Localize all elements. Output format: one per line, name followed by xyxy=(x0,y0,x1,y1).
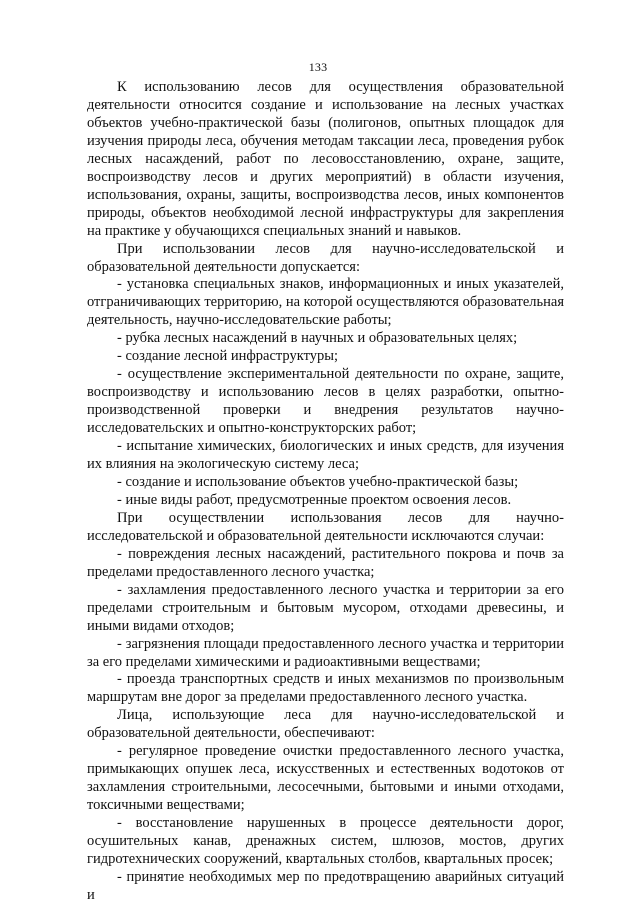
list-item-restoration: - восстановление нарушенных в процессе деятельности дорог, осушительных канав, дренажных систем, шлюзов, мостов, других гидротехнических сооружений, квартальных столбов, квартальных просек; xyxy=(87,815,564,867)
paragraph-educational-use: К использованию лесов для осуществления образовательной деятельности относится создание и использование на лесных участках объектов учебно-практической базы (полигонов, опытных площадок для изучения природы леса, обучения методам таксации леса, проведения рубок лесных насаждений, работ по лесовосстановлению, охране, защите, воспроизводству лесов и других мероприятий) в области изучения, использования, охраны, защиты, воспроизводства лесов, иных компонентов природы, объектов необходимой лесной инфраструктуры для закрепления на практике у обучающихся специальных знаний и навыков. xyxy=(87,79,564,239)
list-item-felling: - рубка лесных насаждений в научных и образовательных целях; xyxy=(117,330,518,347)
paragraph-excluded-intro: При осуществлении использования лесов для научно-исследовательской и образовательной деятельности исключаются случаи: xyxy=(87,509,564,544)
list-item-littering: - захламления предоставленного лесного участка и территории за его пределами строительным и бытовым мусором, отходами древесины, и иными видами отходов; xyxy=(87,581,564,634)
document-body xyxy=(87,79,564,905)
list-item-vehicles: - проезда транспортных средств и иных механизмов по произвольным маршрутам вне дорог за пределами предоставленного лесного участка. xyxy=(87,671,564,706)
list-item-accident-prevention: - принятие необходимых мер по предотвращению аварийных ситуаций и xyxy=(87,868,564,903)
list-item-cleaning: - регулярное проведение очистки предоставленного лесного участка, примыкающих опушек леса, искусственных и естественных водотоков от захламления строительными, лесосечными, бытовыми и иными отходами, токсичными веществами; xyxy=(87,743,564,814)
page-number: 133 xyxy=(308,60,328,74)
list-item-pollution: - загрязнения площади предоставленного лесного участка и территории за его пределами химическими и радиоактивными веществами; xyxy=(87,635,564,670)
list-item-other-works: - иные виды работ, предусмотренные проектом освоения лесов. xyxy=(117,491,512,508)
list-item-testing: - испытание химических, биологических и иных средств, для изучения их влияния на экологическую систему леса; xyxy=(87,438,564,473)
paragraph-permitted-intro: При использовании лесов для научно-исследовательской и образовательной деятельности допускается: xyxy=(87,240,564,275)
list-item-infrastructure: - создание лесной инфраструктуры; xyxy=(117,348,338,365)
list-item-experimental: - осуществление экспериментальной деятельности по охране, защите, воспроизводству и использованию лесов в целях разработки, опытно-производственной проверки и внедрения результатов научно-исследовательских и опытно-конструкторских работ; xyxy=(87,366,564,437)
list-item-training-base: - создание и использование объектов учебно-практической базы; xyxy=(117,473,519,490)
paragraph-obligations-intro: Лица, использующие леса для научно-исследовательской и образовательной деятельности, обеспечивают: xyxy=(87,707,564,742)
list-item-damage: - повреждения лесных насаждений, растительного покрова и почв за пределами предоставленного лесного участка; xyxy=(87,545,564,580)
list-item-signs: - установка специальных знаков, информационных и иных указателей, отграничивающих территорию, на которой осуществляются образовательная деятельность, научно-исследовательские работы; xyxy=(87,276,565,329)
